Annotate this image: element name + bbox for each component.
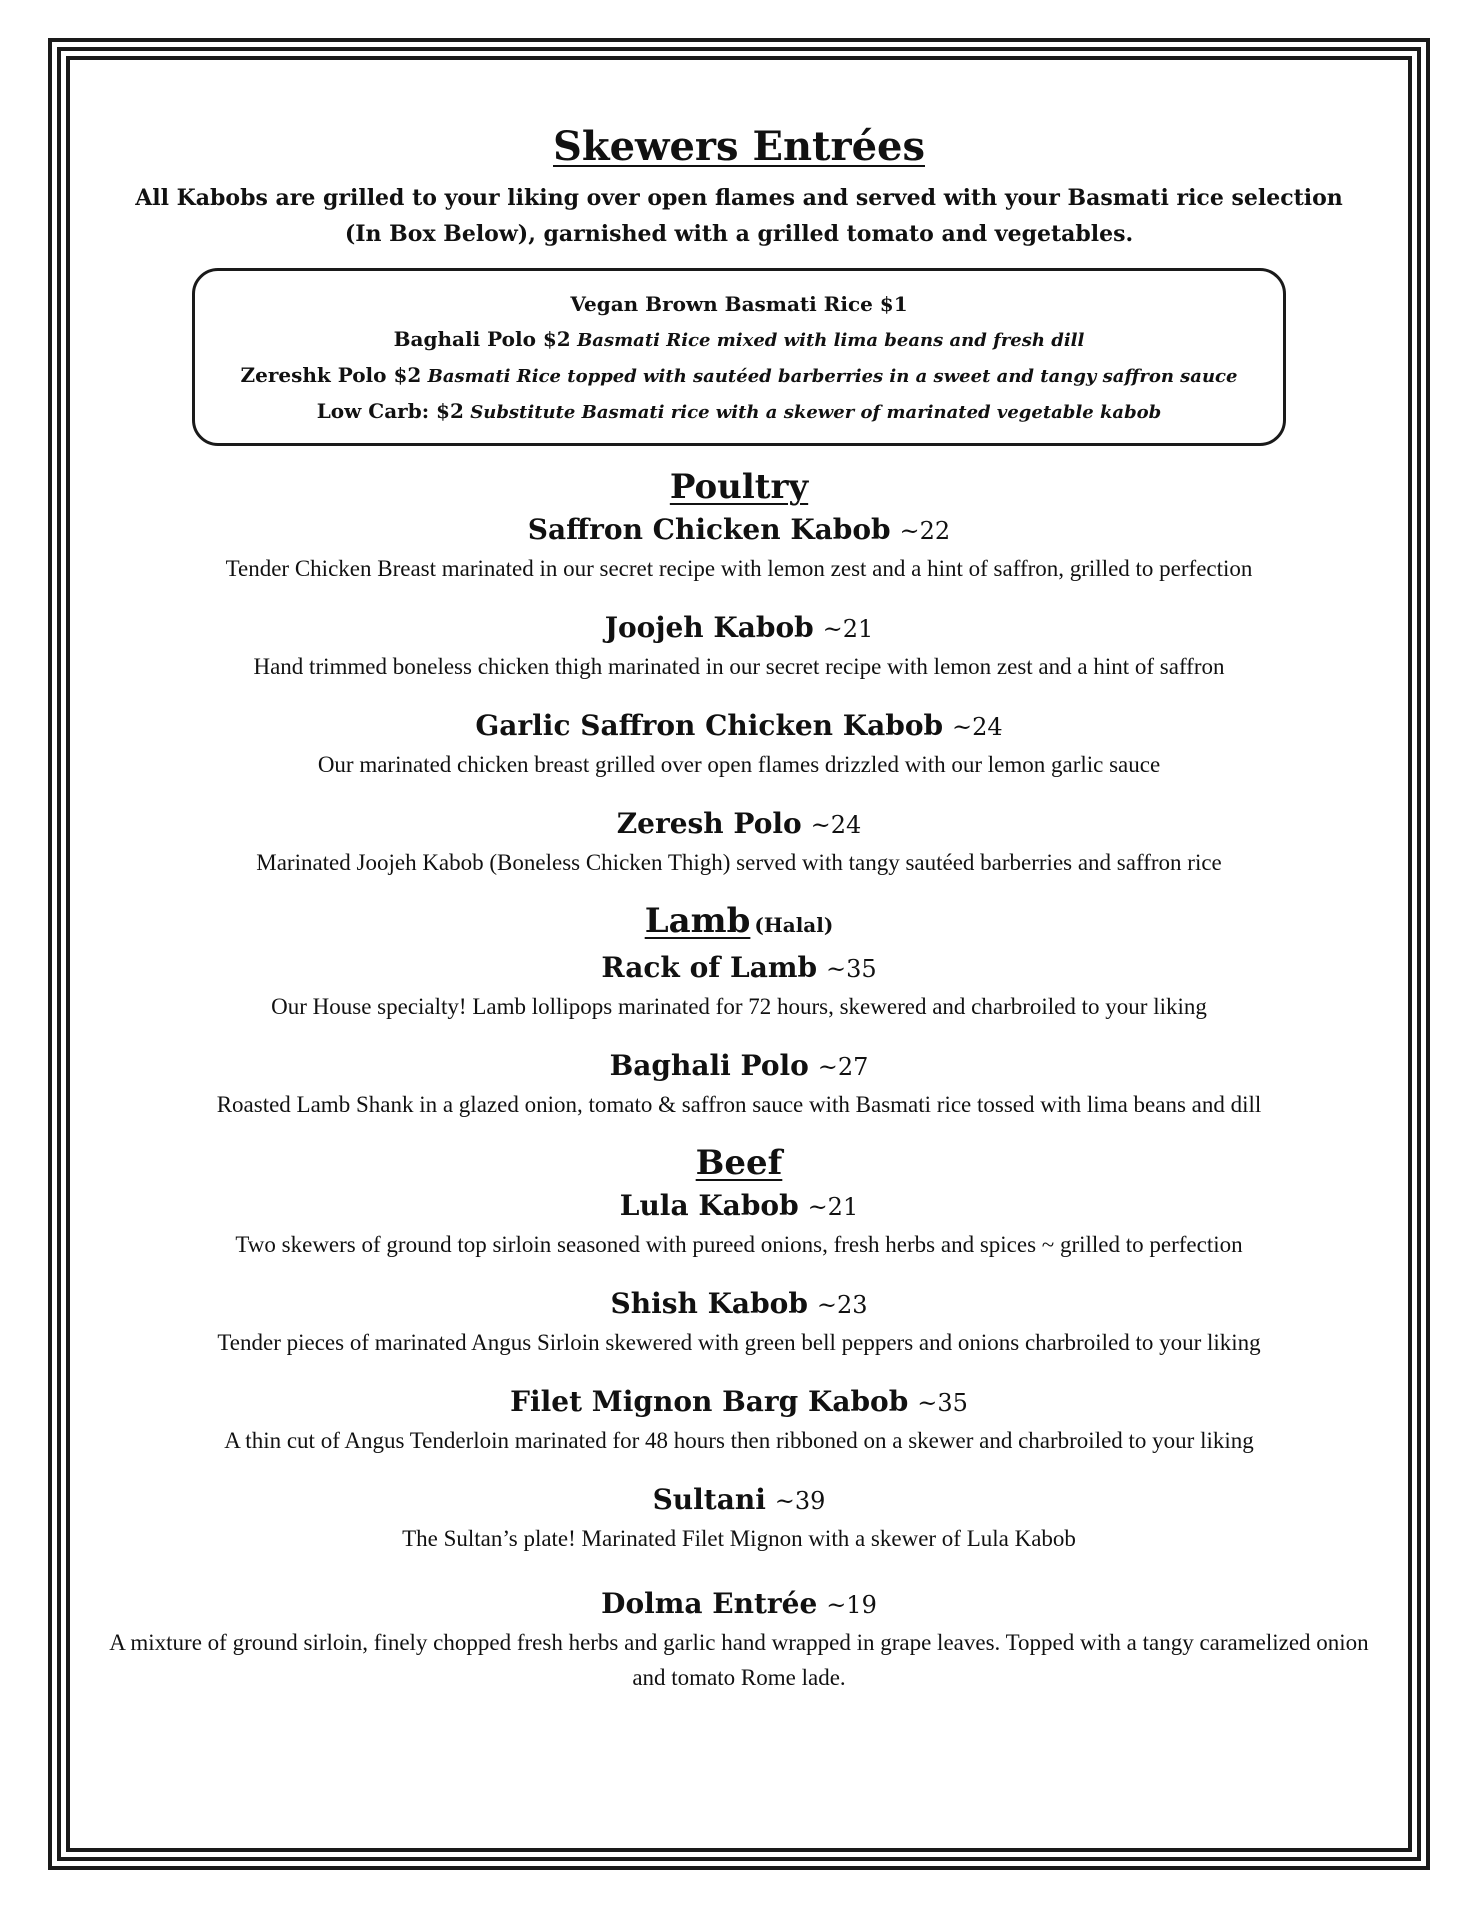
item-description: A thin cut of Angus Tenderloin marinated for 48 hours then ribboned on a skewer and charbroiled to your liking bbox=[224, 1428, 1254, 1453]
item-price: ~27 bbox=[817, 1053, 869, 1081]
rice-option-name: Zereshk Polo $2 bbox=[240, 363, 422, 387]
item-description: The Sultan’s plate! Marinated Filet Mignon with a skewer of Lula Kabob bbox=[402, 1526, 1076, 1551]
section-title bbox=[70, 900, 1408, 946]
menu-item bbox=[70, 1584, 1408, 1695]
section-title-text: Poultry bbox=[669, 467, 809, 507]
menu-page bbox=[70, 60, 1408, 1695]
item-description: Roasted Lamb Shank in a glazed onion, tomato & saffron sauce with Basmati rice tossed with lima beans and dill bbox=[216, 1092, 1262, 1117]
menu-item bbox=[70, 1186, 1408, 1262]
menu-item bbox=[70, 510, 1408, 586]
section-poultry bbox=[70, 466, 1408, 880]
item-name: Zeresh Polo bbox=[616, 807, 802, 840]
item-name: Garlic Saffron Chicken Kabob bbox=[475, 709, 944, 742]
item-name: Sultani bbox=[652, 1483, 766, 1516]
section-beef bbox=[70, 1142, 1408, 1695]
item-price: ~19 bbox=[826, 1591, 877, 1619]
rice-option bbox=[195, 322, 1283, 358]
menu-item bbox=[70, 706, 1408, 782]
rice-option-desc: Basmati Rice mixed with lima beans and fresh dill bbox=[577, 330, 1085, 351]
menu-item bbox=[70, 1284, 1408, 1360]
item-description: Hand trimmed boneless chicken thigh marinated in our secret recipe with lemon zest and a hint of saffron bbox=[253, 654, 1225, 679]
menu-item bbox=[70, 1480, 1408, 1556]
menu-item bbox=[70, 608, 1408, 684]
item-name: Shish Kabob bbox=[610, 1287, 808, 1320]
item-price: ~21 bbox=[807, 1193, 859, 1221]
item-description: Marinated Joojeh Kabob (Boneless Chicken Thigh) served with tangy sautéed barberries and saffron rice bbox=[256, 850, 1222, 875]
item-description: Two skewers of ground top sirloin seasoned with pureed onions, fresh herbs and spices ~ grilled to perfection bbox=[235, 1232, 1243, 1257]
intro-line: (In Box Below), garnished with a grilled tomato and vegetables. bbox=[344, 221, 1134, 247]
item-price: ~23 bbox=[816, 1291, 868, 1319]
rice-option bbox=[195, 358, 1283, 394]
section-title-text: Lamb bbox=[644, 901, 751, 941]
item-name: Joojeh Kabob bbox=[604, 611, 814, 644]
rice-option-desc: Basmati Rice topped with sautéed barberries in a sweet and tangy saffron sauce bbox=[427, 366, 1238, 387]
section-lamb bbox=[70, 900, 1408, 1122]
intro-text bbox=[134, 180, 1344, 252]
rice-option-name: Baghali Polo $2 bbox=[393, 327, 571, 351]
rice-option bbox=[195, 287, 1283, 322]
item-name: Dolma Entrée bbox=[601, 1587, 818, 1620]
item-price: ~35 bbox=[826, 955, 877, 983]
rice-option-name: Low Carb: $2 bbox=[316, 399, 464, 423]
menu-item bbox=[70, 804, 1408, 880]
item-price: ~24 bbox=[951, 713, 1003, 741]
menu-item bbox=[70, 1046, 1408, 1122]
rice-option-name: Vegan Brown Basmati Rice $1 bbox=[570, 292, 908, 316]
item-name: Saffron Chicken Kabob bbox=[527, 513, 891, 546]
section-title-text: Beef bbox=[695, 1143, 783, 1183]
section-note: (Halal) bbox=[754, 913, 834, 937]
rice-option-desc: Substitute Basmati rice with a skewer of marinated vegetable kabob bbox=[470, 402, 1162, 423]
rice-selection-box bbox=[192, 268, 1286, 446]
section-title bbox=[70, 466, 1408, 508]
menu-item bbox=[70, 948, 1408, 1024]
item-description: Tender pieces of marinated Angus Sirloin skewered with green bell peppers and onions charbroiled to your liking bbox=[217, 1330, 1261, 1355]
item-price: ~35 bbox=[917, 1389, 968, 1417]
item-price: ~21 bbox=[822, 615, 874, 643]
rice-option bbox=[195, 394, 1283, 430]
item-name: Baghali Polo bbox=[609, 1049, 809, 1082]
item-price: ~39 bbox=[774, 1487, 826, 1515]
item-description: A mixture of ground sirloin, finely chopped fresh herbs and garlic hand wrapped in grape leaves. Topped with a tangy caramelized onion and tomato Rome lade. bbox=[109, 1630, 1369, 1690]
item-description: Our House specialty! Lamb lollipops marinated for 72 hours, skewered and charbroiled to your liking bbox=[271, 994, 1207, 1019]
item-description: Our marinated chicken breast grilled over open flames drizzled with our lemon garlic sauce bbox=[317, 752, 1161, 777]
intro-line: All Kabobs are grilled to your liking over open flames and served with your Basmati rice selection bbox=[135, 185, 1343, 211]
section-title bbox=[70, 1142, 1408, 1184]
menu-item bbox=[70, 1382, 1408, 1458]
item-name: Filet Mignon Barg Kabob bbox=[510, 1385, 909, 1418]
item-description: Tender Chicken Breast marinated in our secret recipe with lemon zest and a hint of saffron, grilled to perfection bbox=[225, 556, 1253, 581]
page-title: Skewers Entrées bbox=[553, 123, 925, 170]
item-name: Lula Kabob bbox=[619, 1189, 799, 1222]
item-price: ~22 bbox=[899, 517, 951, 545]
item-price: ~24 bbox=[810, 811, 862, 839]
item-name: Rack of Lamb bbox=[601, 951, 818, 984]
